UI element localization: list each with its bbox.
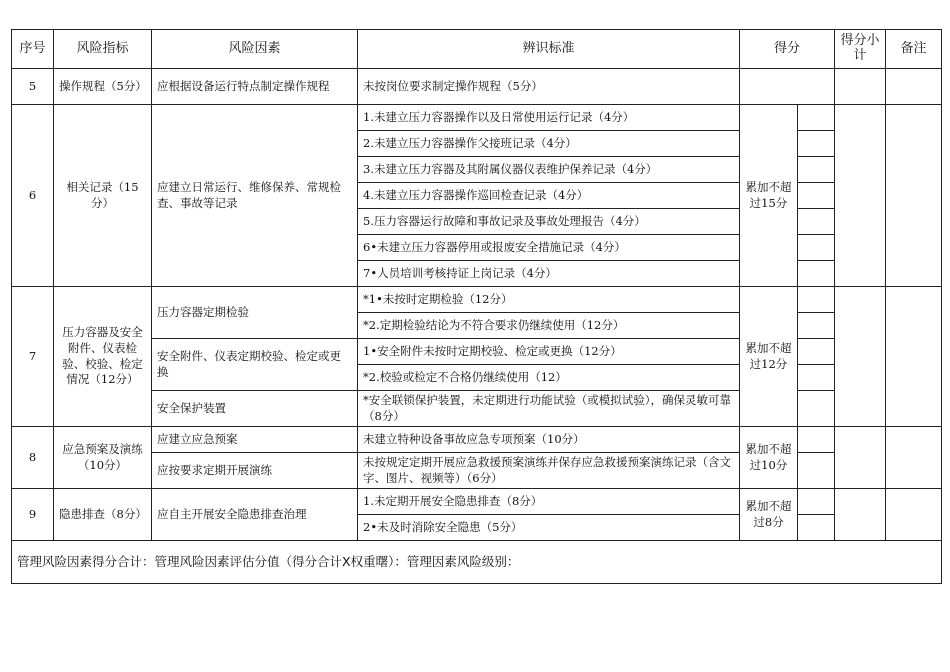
row-number: 5 (12, 69, 54, 105)
risk-factor: 压力容器定期检验 (152, 287, 358, 339)
risk-indicator: 隐患排查（8分） (54, 489, 152, 541)
score-cell[interactable] (798, 427, 835, 453)
criteria-item: 1.未建立压力容器操作以及日常使用运行记录（4分） (358, 105, 740, 131)
criteria-item: 1.未定期开展安全隐患排查（8分） (358, 489, 740, 515)
score-cell[interactable] (798, 131, 835, 157)
score-cell[interactable] (798, 157, 835, 183)
header-row (12, 30, 942, 69)
table-row (12, 453, 942, 489)
criteria-item: 1•安全附件未按时定期校验、检定或更换（12分） (358, 339, 740, 365)
risk-factor: 安全附件、仪表定期校验、检定或更换 (152, 339, 358, 391)
remark-cell[interactable] (886, 427, 942, 489)
score-cell[interactable] (798, 287, 835, 313)
remark-cell[interactable] (886, 69, 942, 105)
score-cell[interactable] (798, 391, 835, 427)
criteria-item: 3.未建立压力容器及其附属仪器仪表维护保养记录（4分） (358, 157, 740, 183)
criteria-item: 2•未及时消除安全隐患（5分） (358, 515, 740, 541)
risk-factor: 应按要求定期开展演练 (152, 453, 358, 489)
subtotal-cell[interactable] (835, 427, 886, 489)
score-limit: 累加不超过10分 (740, 427, 798, 489)
table-row (12, 69, 942, 105)
subtotal-cell[interactable] (835, 489, 886, 541)
criteria-item: 5.压力容器运行故障和事故记录及事故处理报告（4分） (358, 209, 740, 235)
remark-cell[interactable] (886, 489, 942, 541)
criteria-item: 2.未建立压力容器操作父接班记录（4分） (358, 131, 740, 157)
table-row (12, 105, 942, 131)
table-row (12, 427, 942, 453)
score-limit: 累加不超过8分 (740, 489, 798, 541)
score-cell[interactable] (798, 515, 835, 541)
header-remark: 备注 (886, 30, 942, 69)
risk-factor: 安全保护装置 (152, 391, 358, 427)
risk-indicator: 相关记录（15分） (54, 105, 152, 287)
remark-cell[interactable] (886, 287, 942, 427)
score-cell[interactable] (740, 69, 835, 105)
remark-cell[interactable] (886, 105, 942, 287)
score-cell[interactable] (798, 183, 835, 209)
score-cell[interactable] (798, 235, 835, 261)
risk-factor: 应建立日常运行、维修保养、常规检查、事故等记录 (152, 105, 358, 287)
score-cell[interactable] (798, 489, 835, 515)
table-row (12, 339, 942, 365)
header-factor: 风险因素 (152, 30, 358, 69)
risk-indicator: 应急预案及演练（10分） (54, 427, 152, 489)
risk-indicator: 压力容器及安全附件、仪表检验、校验、检定情况（12分） (54, 287, 152, 427)
criteria-item: *1•未按时定期检验（12分） (358, 287, 740, 313)
table-row (12, 287, 942, 313)
risk-factor: 应自主开展安全隐患排查治理 (152, 489, 358, 541)
subtotal-cell[interactable] (835, 69, 886, 105)
criteria-item: *2.校验或检定不合格仍继续使用（12） (358, 365, 740, 391)
criteria-item: 4.未建立压力容器操作巡回检查记录（4分） (358, 183, 740, 209)
total-summary: 管理风险因素得分合计：管理风险因素评估分值（得分合计X权重曙）：管理因素风险级别： (12, 541, 942, 584)
subtotal-cell[interactable] (835, 287, 886, 427)
subtotal-cell[interactable] (835, 105, 886, 287)
table-row (12, 391, 942, 427)
score-cell[interactable] (798, 209, 835, 235)
criteria-item: 未按岗位要求制定操作规程（5分） (358, 69, 740, 105)
total-row (12, 541, 942, 584)
score-cell[interactable] (798, 339, 835, 365)
score-limit: 累加不超过12分 (740, 287, 798, 427)
criteria-item: *2.定期检验结论为不符合要求仍继续使用（12分） (358, 313, 740, 339)
row-number: 9 (12, 489, 54, 541)
score-cell[interactable] (798, 261, 835, 287)
row-number: 7 (12, 287, 54, 427)
risk-indicator: 操作规程（5分） (54, 69, 152, 105)
header-no: 序号 (12, 30, 54, 69)
criteria-item: 6•未建立压力容器停用或报废安全措施记录（4分） (358, 235, 740, 261)
score-cell[interactable] (798, 313, 835, 339)
row-number: 8 (12, 427, 54, 489)
table-row (12, 489, 942, 515)
score-limit: 累加不超过15分 (740, 105, 798, 287)
header-indicator: 风险指标 (54, 30, 152, 69)
header-score: 得分 (740, 30, 835, 69)
criteria-item: 未建立特种设备事故应急专项预案（10分） (358, 427, 740, 453)
score-cell[interactable] (798, 453, 835, 489)
criteria-item: *安全联锁保护装置，未定期进行功能试验（或模拟试验），确保灵敏可靠（8分） (358, 391, 740, 427)
header-criteria: 辨识标准 (358, 30, 740, 69)
criteria-item: 7•人员培训考核持证上岗记录（4分） (358, 261, 740, 287)
score-cell[interactable] (798, 105, 835, 131)
header-subtotal: 得分小计 (835, 30, 886, 69)
row-number: 6 (12, 105, 54, 287)
risk-factor: 应根据设备运行特点制定操作规程 (152, 69, 358, 105)
score-cell[interactable] (798, 365, 835, 391)
risk-factor: 应建立应急预案 (152, 427, 358, 453)
risk-assessment-table (11, 29, 942, 584)
criteria-item: 未按规定定期开展应急救援预案演练并保存应急救援预案演练记录（含文字、图片、视频等）（6分） (358, 453, 740, 489)
